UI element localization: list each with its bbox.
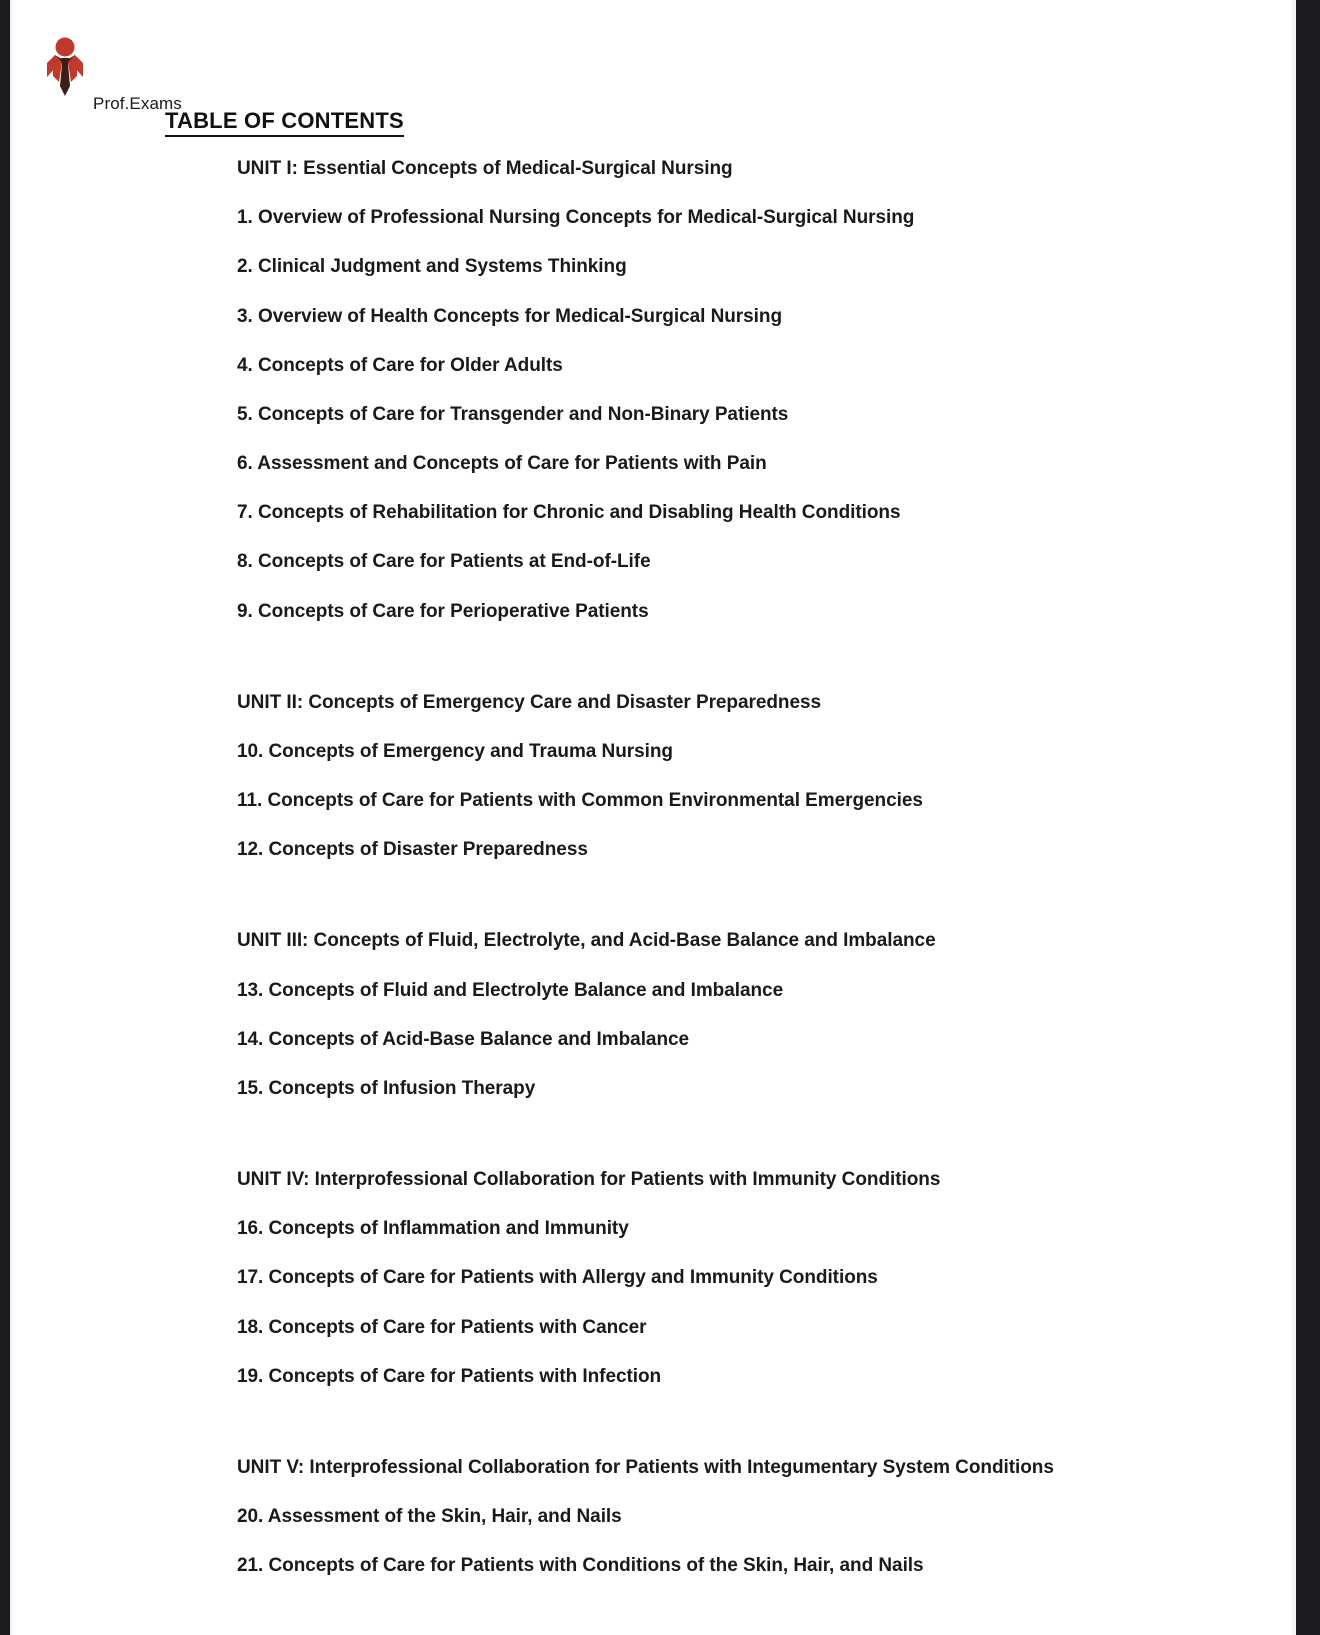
toc-chapter-item: 14. Concepts of Acid-Base Balance and Imbalance [237, 1028, 690, 1050]
toc-chapter-item: 7. Concepts of Rehabilitation for Chronic and Disabling Health Conditions [237, 502, 901, 524]
toc-chapter-item: 13. Concepts of Fluid and Electrolyte Balance and Imbalance [237, 979, 784, 1001]
toc-chapter-item: 11. Concepts of Care for Patients with Common Environmental Emergencies [237, 790, 923, 812]
toc-group-spacer [155, 649, 1155, 691]
toc-chapter-item: 9. Concepts of Care for Perioperative Patients [237, 600, 649, 622]
toc-chapter-item: 12. Concepts of Disaster Preparedness [237, 839, 588, 861]
toc-unit-heading: UNIT I: Essential Concepts of Medical-Surgical Nursing [237, 158, 733, 179]
toc-chapter-item: 1. Overview of Professional Nursing Concepts for Medical-Surgical Nursing [237, 207, 915, 229]
brand-name: Prof.Exams [93, 94, 182, 113]
toc-unit-heading: UNIT III: Concepts of Fluid, Electrolyte, and Acid-Base Balance and Imbalance [237, 930, 936, 952]
person-with-necktie-icon [41, 36, 89, 98]
toc-chapter-item: 21. Concepts of Care for Patients with Conditions of the Skin, Hair, and Nails [237, 1555, 924, 1577]
toc-unit-heading: UNIT II: Concepts of Emergency Care and Disaster Preparedness [237, 691, 822, 713]
toc-chapter-item: 10. Concepts of Emergency and Trauma Nursing [237, 740, 673, 762]
toc-chapter-item: 2. Clinical Judgment and Systems Thinking [237, 256, 627, 278]
toc-chapter-item: 20. Assessment of the Skin, Hair, and Nails [237, 1506, 622, 1528]
toc-group-spacer [155, 1126, 1155, 1168]
toc-chapter-item: 3. Overview of Health Concepts for Medical-Surgical Nursing [237, 305, 783, 327]
toc-chapter-item: 6. Assessment and Concepts of Care for Patients with Pain [237, 453, 767, 475]
table-of-contents [155, 108, 1155, 1603]
toc-chapter-item: 18. Concepts of Care for Patients with Cancer [237, 1316, 647, 1338]
toc-group-spacer [155, 1414, 1155, 1456]
toc-chapter-item: 17. Concepts of Care for Patients with Allergy and Immunity Conditions [237, 1267, 878, 1289]
page-right-edge [1292, 0, 1296, 1635]
toc-chapter-item: 16. Concepts of Inflammation and Immunity [237, 1218, 629, 1240]
toc-group-spacer [155, 887, 1155, 929]
toc-chapter-item: 5. Concepts of Care for Transgender and Non-Binary Patients [237, 403, 789, 425]
toc-chapter-item: 8. Concepts of Care for Patients at End-of-Life [237, 551, 651, 573]
toc-chapter-item: 19. Concepts of Care for Patients with Infection [237, 1365, 662, 1387]
page-left-edge [10, 0, 13, 1635]
toc-chapter-item: 4. Concepts of Care for Older Adults [237, 354, 563, 376]
toc-body [155, 157, 1155, 1577]
document-page [10, 0, 1296, 1635]
page-title: TABLE OF CONTENTS [165, 108, 404, 137]
toc-unit-heading: UNIT V: Interprofessional Collaboration for Patients with Integumentary System Conditions [237, 1456, 1054, 1478]
toc-chapter-item: 15. Concepts of Infusion Therapy [237, 1077, 536, 1099]
toc-unit-heading: UNIT IV: Interprofessional Collaboration for Patients with Immunity Conditions [237, 1169, 941, 1191]
